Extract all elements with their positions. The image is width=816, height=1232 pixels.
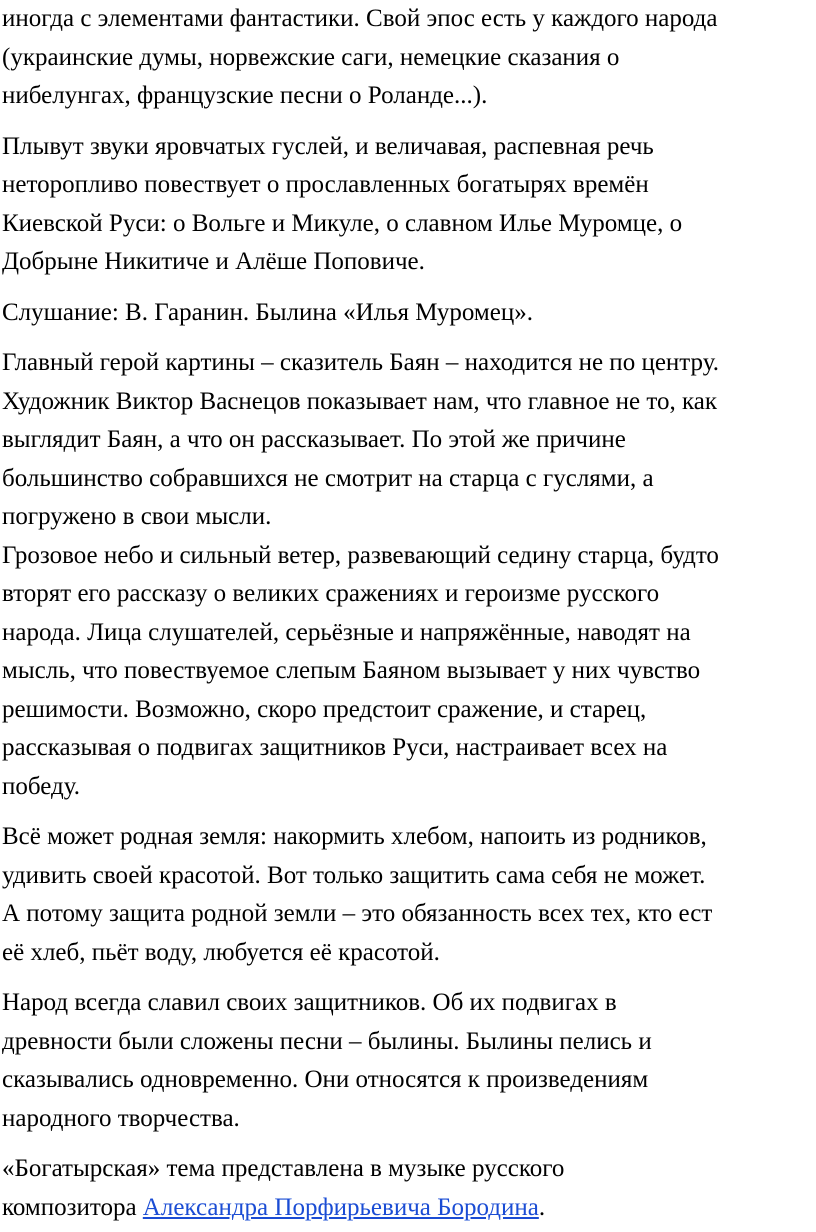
text-line: А потому защита родной земли – это обязанность всех тех, кто ест [2,900,713,927]
text-line: Главный герой картины – сказитель Баян – находится не по центру. [2,349,719,376]
text-line: Киевской Руси: о Вольге и Микуле, о славном Илье Муромце, о [2,209,683,237]
paragraph-gusli [2,128,814,282]
paragraph-native-land [2,818,814,972]
text-line: решимости. Возможно, скоро предстоит сражение, и старец, [2,695,647,723]
link-suffix-text: . [538,1193,546,1221]
text-line: удивить своей красотой. Вот только защитить сама себя не может. [2,861,706,889]
paragraph-defenders [2,984,814,1138]
text-line: Всё может родная земля: накормить хлебом, напоить из родников, [2,823,707,850]
text-line: Плывут звуки яровчатых гуслей, и величавая, распевная речь [2,132,654,160]
paragraph-listening [2,294,814,333]
link-prefix-text: композитора [2,1193,143,1221]
paragraph-storm [2,537,814,807]
text-line: Народ всегда славил своих защитников. Об их подвигах в [2,989,617,1016]
paragraph-epos [2,0,814,116]
text-line: вторят его рассказу о великих сражениях и героизме русского [2,580,660,607]
text-line: выглядит Баян, а что он рассказывает. По этой же причине [2,426,626,453]
text-line: погружено в свои мысли. [2,503,272,530]
text-line: рассказывая о подвигах защитников Руси, настраивает всех на [2,734,668,761]
text-line: Слушание: В. Гаранин. Былина «Илья Муромец». [2,298,533,326]
text-line: её хлеб, пьёт воду, любуется её красотой. [2,938,440,966]
text-line: победу. [2,772,81,800]
text-line: неторопливо повествует о прославленных богатырях времён [2,171,649,198]
text-line: сказывались одновременно. Они относятся к произведениям [2,1066,649,1093]
text-line: народа. Лица слушателей, серьёзные и напряжённые, наводят на [2,618,691,646]
text-line: «Богатырская» тема представлена в музыке русского [2,1155,565,1182]
text-line: Добрыне Никитиче и Алёше Поповиче. [2,248,425,275]
text-line: народного творчества. [2,1104,240,1132]
text-line: нибелунгах, французские песни о Роланде...). [2,82,488,109]
text-line: древности были сложены песни – былины. Былины пелись и [2,1027,652,1055]
text-line: Грозовое небо и сильный ветер, развевающий седину старца, будто [2,541,719,569]
text-line: иногда с элементами фантастики. Свой эпос есть у каждого народа [2,5,718,32]
borodin-link[interactable]: Александра Порфирьевича Бородина [142,1193,539,1221]
text-line: Художник Виктор Васнецов показывает нам, что главное не то, как [2,387,717,415]
paragraph-borodin [2,1150,814,1227]
paragraph-main-hero [2,344,814,537]
document-page [2,0,814,1227]
text-line-with-link [2,1189,814,1228]
text-line: большинство собравшихся не смотрит на старца с гуслями, а [2,464,654,492]
text-line: мысль, что повествуемое слепым Баяном вызывает у них чувство [2,657,701,684]
text-line: (украинские думы, норвежские саги, немецкие сказания о [2,43,620,71]
